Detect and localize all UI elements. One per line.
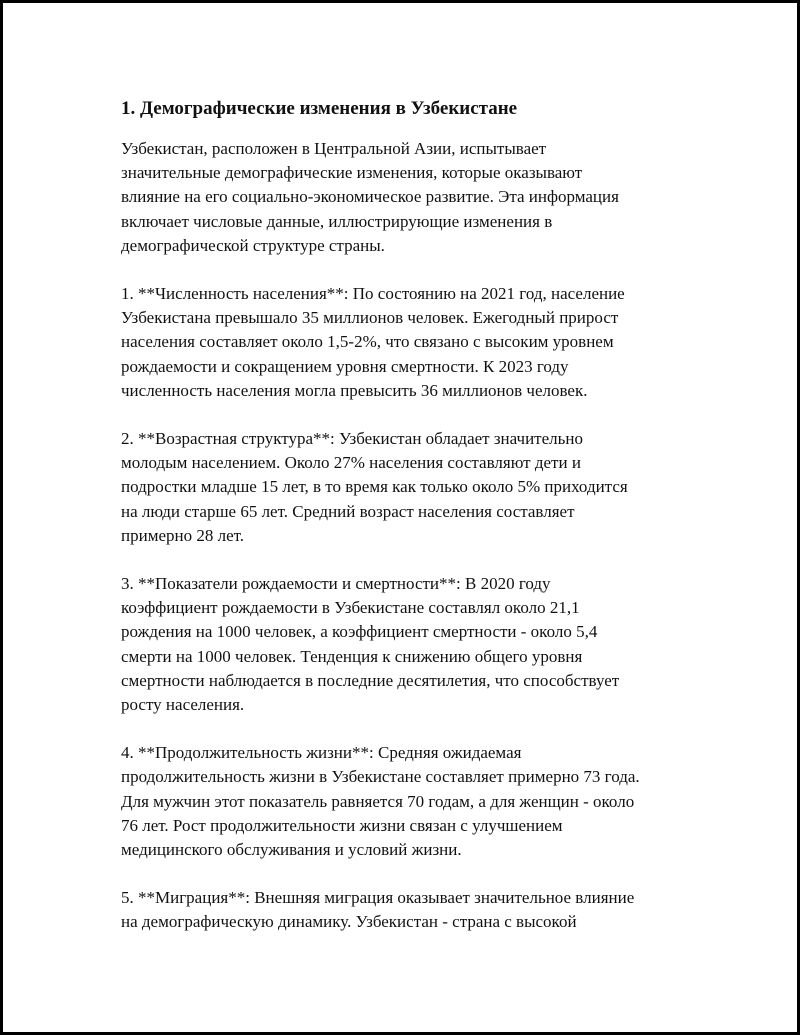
text-line: значительные демографические изменения, которые оказывают bbox=[121, 163, 583, 183]
text-line: включает числовые данные, иллюстрирующие изменения в bbox=[121, 211, 553, 231]
text-line: Узбекистана превышало 35 миллионов человек. Ежегодный прирост bbox=[121, 308, 619, 328]
text-line: Для мужчин этот показатель равняется 70 годам, а для женщин - около bbox=[121, 791, 635, 811]
text-line: примерно 28 лет. bbox=[121, 525, 245, 545]
text-line: демографической структуре страны. bbox=[121, 235, 385, 255]
text-line: смертности наблюдается в последние десятилетия, что способствует bbox=[121, 670, 620, 690]
text-line: смерти на 1000 человек. Тенденция к снижению общего уровня bbox=[121, 646, 583, 666]
text-line: 4. **Продолжительность жизни**: Средняя ожидаемая bbox=[121, 743, 522, 763]
text-line: коэффициент рождаемости в Узбекистане составлял около 21,1 bbox=[121, 598, 580, 618]
paragraph-age-structure bbox=[121, 427, 701, 548]
text-line: рождения на 1000 человек, а коэффициент смертности - около 5,4 bbox=[121, 622, 598, 642]
text-line: молодым населением. Около 27% населения составляют дети и bbox=[121, 453, 581, 473]
text-line: подростки младше 15 лет, в то время как только около 5% приходится bbox=[121, 477, 628, 497]
text-line: 2. **Возрастная структура**: Узбекистан обладает значительно bbox=[121, 429, 583, 449]
text-line: 1. **Численность населения**: По состоянию на 2021 год, население bbox=[121, 284, 625, 304]
paragraph-migration bbox=[121, 886, 701, 934]
text-line: продолжительность жизни в Узбекистане составляет примерно 73 года. bbox=[121, 767, 640, 787]
paragraph-population bbox=[121, 282, 701, 403]
text-line: рождаемости и сокращением уровня смертности. К 2023 году bbox=[121, 356, 569, 376]
text-line: влияние на его социально-экономическое развитие. Эта информация bbox=[121, 187, 619, 207]
paragraph-intro bbox=[121, 137, 701, 258]
text-line: на демографическую динамику. Узбекистан - страна с высокой bbox=[121, 912, 577, 932]
paragraph-life-expectancy bbox=[121, 741, 701, 862]
text-line: 5. **Миграция**: Внешняя миграция оказывает значительное влияние bbox=[121, 888, 635, 908]
text-line: численность населения могла превысить 36 миллионов человек. bbox=[121, 380, 588, 400]
text-line: Узбекистан, расположен в Центральной Азии, испытывает bbox=[121, 139, 547, 158]
text-line: 76 лет. Рост продолжительности жизни связан с улучшением bbox=[121, 815, 563, 835]
document-content bbox=[121, 96, 701, 959]
paragraph-birth-death-rates bbox=[121, 572, 701, 717]
text-line: росту населения. bbox=[121, 695, 245, 715]
text-line: населения составляет около 1,5-2%, что связано с высоким уровнем bbox=[121, 332, 614, 352]
text-line: 3. **Показатели рождаемости и смертности**: В 2020 году bbox=[121, 574, 551, 594]
text-line: на люди старше 65 лет. Средний возраст населения составляет bbox=[121, 501, 575, 521]
section-title: 1. Демографические изменения в Узбекистане bbox=[121, 98, 518, 119]
text-line: медицинского обслуживания и условий жизни. bbox=[121, 840, 462, 860]
